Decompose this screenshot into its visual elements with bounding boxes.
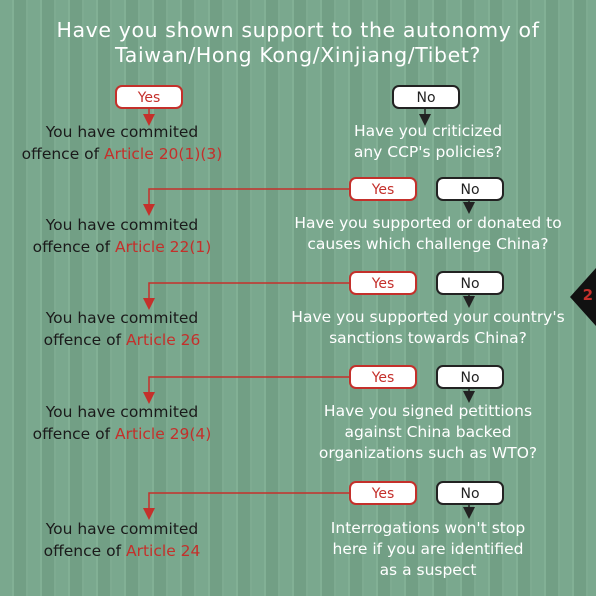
answer-line: You have commited	[45, 216, 199, 234]
arrow-yes-3	[149, 283, 350, 304]
offence-prefix: offence of	[32, 238, 111, 256]
question-line: any CCP's policies?	[353, 143, 503, 161]
answer-offence-line	[16, 540, 228, 562]
article-label: Article 24	[126, 542, 201, 560]
question-line: as a suspect	[379, 561, 477, 579]
answer-offence-line	[16, 329, 228, 351]
answer-article-3	[16, 307, 228, 351]
answer-line: You have commited	[45, 123, 199, 141]
answer-line: You have commited	[45, 403, 199, 421]
no-pill-2: No	[436, 177, 504, 201]
title-line-2: Taiwan/Hong Kong/Xinjiang/Tibet?	[115, 43, 481, 67]
question-line: Have you signed petittions	[323, 402, 533, 420]
question-line: causes which challenge China?	[307, 235, 549, 253]
arrow-yes-5	[149, 493, 350, 514]
answer-article-4	[16, 401, 228, 445]
yes-pill-5: Yes	[349, 481, 417, 505]
answer-line: You have commited	[45, 520, 199, 538]
article-label: Article 29(4)	[115, 425, 212, 443]
yes-pill-4: Yes	[349, 365, 417, 389]
answer-article-1	[16, 121, 228, 165]
question-1	[270, 121, 586, 163]
no-pill-4: No	[436, 365, 504, 389]
answer-article-2	[16, 214, 228, 258]
answer-offence-line	[16, 423, 228, 445]
question-line: here if you are identified	[332, 540, 524, 558]
offence-prefix: offence of	[32, 425, 111, 443]
main-question-title	[0, 18, 596, 68]
question-line: organizations such as WTO?	[318, 444, 538, 462]
article-label: Article 20(1)(3)	[104, 145, 223, 163]
article-label: Article 26	[126, 331, 201, 349]
question-line: Interrogations won't stop	[330, 519, 526, 537]
arrow-yes-4	[149, 377, 350, 398]
question-line: Have you supported your country's	[291, 308, 565, 326]
question-2	[270, 213, 586, 255]
page-number-badge	[570, 268, 596, 326]
answer-offence-line	[16, 143, 228, 165]
yes-pill-1: Yes	[115, 85, 183, 109]
no-pill-3: No	[436, 271, 504, 295]
article-label: Article 22(1)	[115, 238, 212, 256]
answer-article-5	[16, 518, 228, 562]
question-4	[270, 401, 586, 464]
arrow-yes-2	[149, 189, 350, 210]
answer-offence-line	[16, 236, 228, 258]
yes-pill-2: Yes	[349, 177, 417, 201]
question-line: sanctions towards China?	[329, 329, 527, 347]
page-number: 2	[582, 286, 593, 304]
no-pill-5: No	[436, 481, 504, 505]
offence-prefix: offence of	[43, 331, 122, 349]
question-line: Have you criticized	[353, 122, 503, 140]
offence-prefix: offence of	[21, 145, 100, 163]
question-5	[270, 518, 586, 581]
offence-prefix: offence of	[43, 542, 122, 560]
question-line: Have you supported or donated to	[294, 214, 562, 232]
yes-pill-3: Yes	[349, 271, 417, 295]
question-line: against China backed	[344, 423, 512, 441]
question-3	[270, 307, 586, 349]
answer-line: You have commited	[45, 309, 199, 327]
title-line-1: Have you shown support to the autonomy of	[56, 18, 540, 42]
no-pill-1: No	[392, 85, 460, 109]
